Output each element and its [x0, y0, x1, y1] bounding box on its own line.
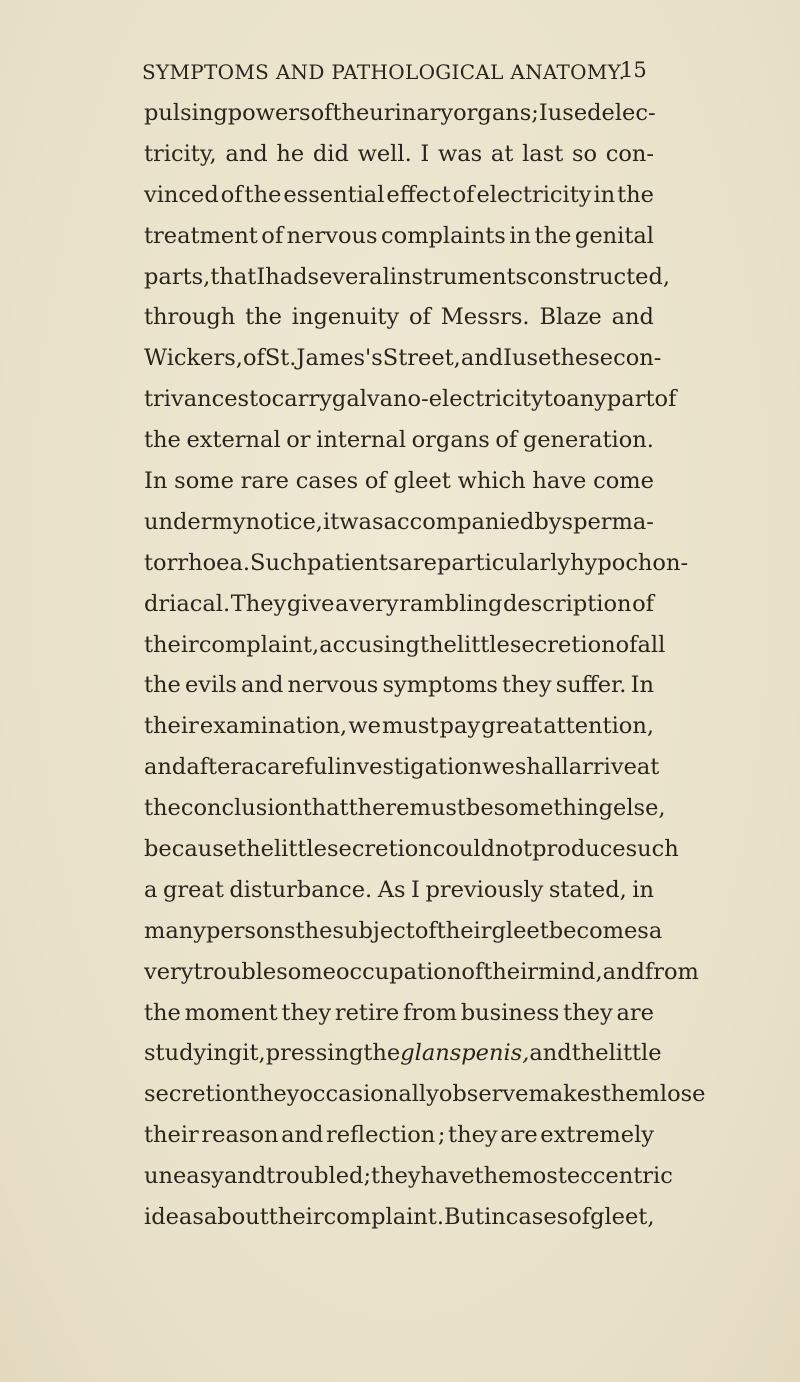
text-line: uneasy and troubled ; they have the most eccentric: [144, 1163, 673, 1190]
text-line: many persons the subject of their gleet becomes a: [144, 917, 663, 944]
text-line: ideas about their complaint. But in cases of gleet,: [144, 1204, 655, 1231]
text-line: a great disturbance. As I previously stated, in: [144, 876, 654, 903]
text-line: torrhoea. Such patients are particularly hypochon-: [144, 549, 689, 576]
text-line: and after a careful investigation we shall arrive at: [144, 754, 660, 781]
text-line: the evils and nervous symptoms they suffer. In: [144, 672, 654, 699]
text-line: tricity, and he did well. I was at last so con-: [144, 140, 654, 167]
text-line: very troublesome occupation of their mind, and from: [144, 958, 699, 985]
text-line: vinced of the essential effect of electricity in the: [144, 181, 654, 208]
text-line: In some rare cases of gleet which have come: [144, 468, 654, 495]
text-line: secretion they occasionally observe makes them lose: [144, 1081, 706, 1108]
text-line: through the ingenuity of Messrs. Blaze and: [144, 304, 654, 331]
text-line: the moment they retire from business they are: [144, 999, 654, 1026]
text-line: Wickers, of St. James's Street, and I use these con-: [144, 345, 662, 372]
text-line: studying it, pressing the glans penis, and the little: [144, 1040, 662, 1067]
text-line: because the little secretion could not produce such: [144, 836, 679, 863]
page-number: 15: [620, 58, 647, 82]
text-line: the external or internal organs of generation.: [144, 427, 654, 454]
text-line: their reason and reflection ; they are extremely: [144, 1122, 654, 1149]
text-line: pulsing powers of the urinary organs ; I used elec-: [144, 100, 656, 126]
body-text: [144, 93, 706, 1238]
text-line: trivances to carry galvano-electricity to any part of: [144, 386, 677, 413]
text-line: their complaint, accusing the little secretion of all: [144, 631, 666, 658]
text-line: treatment of nervous complaints in the genital: [144, 222, 654, 249]
text-line: under my notice, it was accompanied by sperma-: [144, 508, 654, 535]
text-line: driacal. They give a very rambling description of: [144, 590, 654, 617]
running-title: SYMPTOMS AND PATHOLOGICAL ANATOMY.: [142, 60, 626, 84]
text-line: parts, that I had several instruments constructed,: [144, 263, 671, 290]
text-line: their examination, we must pay great attention,: [144, 713, 654, 740]
text-line: the conclusion that there must be something else,: [144, 795, 666, 822]
